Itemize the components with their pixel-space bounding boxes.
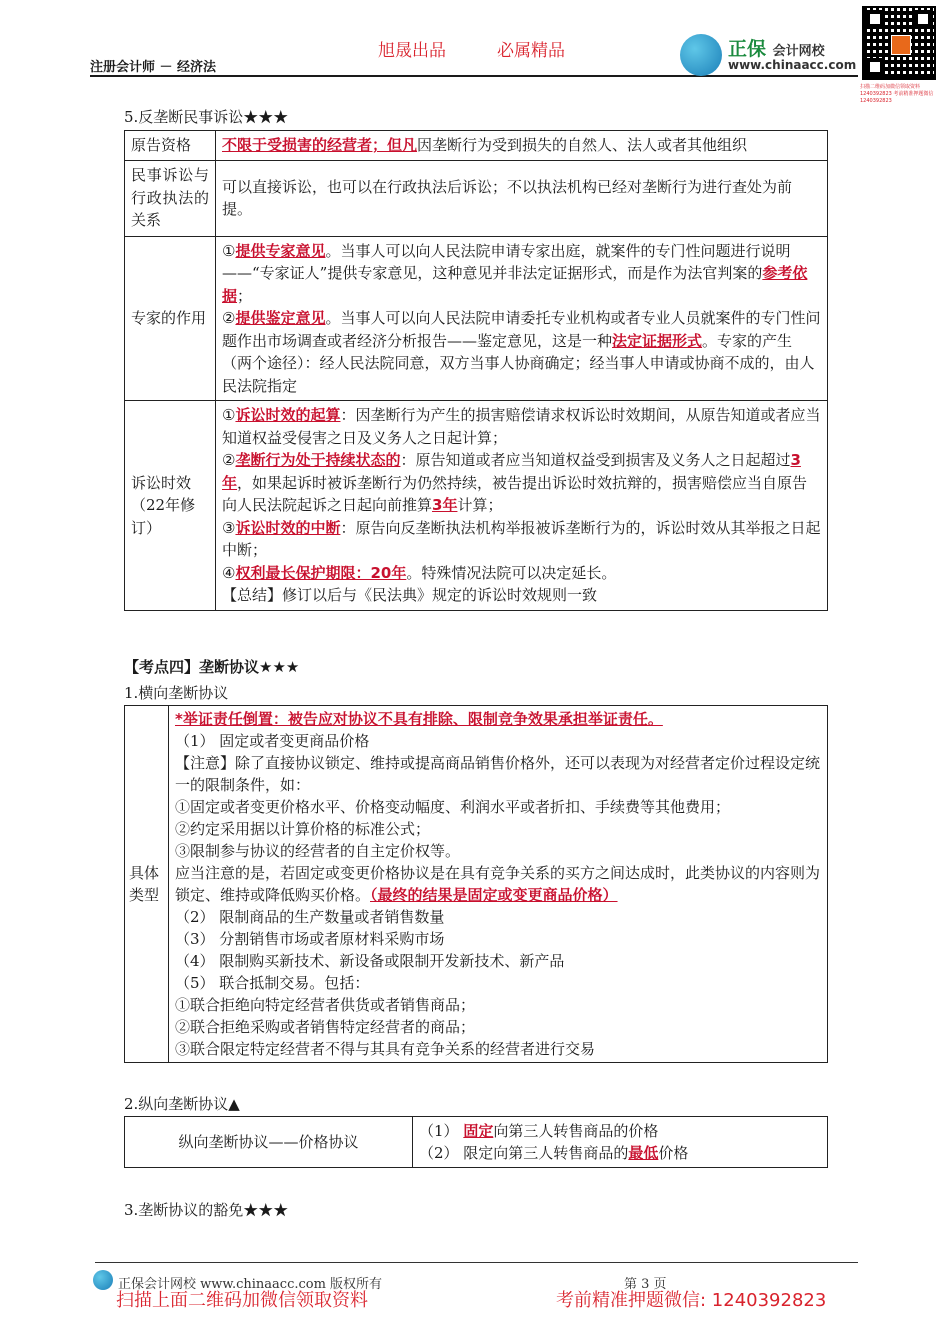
list-item: ③限制参与协议的经营者的自主定价权等。	[175, 842, 461, 860]
row-label: 纵向垄断协议——价格协议	[125, 1117, 413, 1168]
list-item: （2） 限制商品的生产数量或者销售数量	[175, 908, 445, 926]
row-label: 民事诉讼与行政执法的关系	[125, 160, 216, 236]
list-item: （1） 固定或者变更商品价格	[175, 732, 370, 750]
list-item: （4） 限制购买新技术、新设备或限制开发新技术、新产品	[175, 952, 565, 970]
footer-brand: 正保会计网校 www.chinaacc.com 版权所有	[118, 1277, 383, 1292]
qr-note: 扫描二维码加微信领取资料 1240392823 考前精准押题微信 1240392823	[860, 84, 934, 104]
logo-url: www.chinaacc.com	[728, 58, 857, 72]
vertical-agreement-table	[124, 1116, 828, 1168]
table-row	[125, 160, 828, 236]
row-label: 专家的作用	[125, 236, 216, 401]
qr-code-icon	[862, 6, 936, 80]
civil-litigation-table	[124, 130, 828, 611]
logo-name: 正保 会计网校	[728, 38, 825, 60]
page-number: 第 3 页	[624, 1277, 667, 1292]
row-content: 不限于受损害的经营者；但凡因垄断行为受到损失的自然人、法人或者其他组织	[216, 131, 828, 161]
row-content: *举证责任倒置：被告应对协议不具有排除、限制竞争效果承担举证责任。 （1） 固定或者变更商品价格 【注意】除了直接协议锁定、维持或提高商品销售价格外，还可以表现为对经营者定价过程设定统一的限制条件，如： ①固定或者变更价格水平、价格变动幅度、利润水平或者折扣、手续费等其他费用； ②约定采用据以计算价格的标准公式； ③限制参与协议的经营者的自主定价权等。 应当注意的是，若固定或变更价格协议是在具有竞争关系的买方之间达成时，此类协议的内容则为锁定、维持或降低购买价格。（最终的结果是固定或变更商品价格） （2） 限制商品的生产数量或者销售数量 （3） 分割销售市场或者原材料采购市场 （4） 限制购买新技术、新设备或限制开发新技术、新产品 （5） 联合抵制交易。包括： ①联合拒绝向特定经营者供货或者销售商品； ②联合拒绝采购或者销售特定经营者的商品； ③联合限定特定经营者不得与其具有竞争关系的经营者进行交易	[169, 706, 828, 1063]
burden-of-proof-note: *举证责任倒置：被告应对协议不具有排除、限制竞争效果承担举证责任。	[175, 710, 663, 728]
list-item: 应当注意的是，若固定或变更价格协议是在具有竞争关系的买方之间达成时，此类协议的内容则为锁定、维持或降低购买价格。	[175, 864, 821, 904]
row-content: 可以直接诉讼，也可以在行政执法后诉讼；不以执法机构已经对垄断行为进行查处为前提。	[216, 160, 828, 236]
footer-promo-right: 考前精准押题微信: 1240392823	[556, 1290, 827, 1311]
table-row	[125, 131, 828, 161]
list-item: ①固定或者变更价格水平、价格变动幅度、利润水平或者折扣、手续费等其他费用；	[175, 798, 731, 816]
table-row	[125, 706, 828, 1063]
table-row	[125, 1117, 828, 1168]
header-rule	[90, 75, 858, 77]
slogan-left: 旭晟出品	[378, 41, 446, 61]
horizontal-agreement-title: 1.横向垄断协议	[124, 684, 229, 702]
list-item: （5） 联合抵制交易。包括：	[175, 974, 370, 992]
list-item: （3） 分割销售市场或者原材料采购市场	[175, 930, 445, 948]
chinaacc-logo-icon	[680, 34, 722, 76]
row-label: 具体类型	[125, 706, 169, 1063]
chinaacc-footer-logo-icon	[93, 1270, 113, 1290]
row-content: （1） 固定向第三人转售商品的价格 （2） 限定向第三人转售商品的最低价格	[413, 1117, 828, 1168]
row-content: ①提供专家意见。当事人可以向人民法院申请专家出庭，就案件的专门性问题进行说明——“专家证人”提供专家意见，这种意见并非法定证据形式，而是作为法官判案的参考依据； ②提供鉴定意见。当事人可以向人民法院申请委托专业机构或者专业人员就案件的专门性问题作出市场调查或者经济分析报告——鉴定意见，这是一种法定证据形式。专家的产生（两个途径）：经人民法院同意，双方当事人协商确定；经当事人申请或协商不成的，由人民法院指定	[216, 236, 828, 401]
section-5-title: 5.反垄断民事诉讼★★★	[124, 108, 289, 126]
list-item: ②联合拒绝采购或者销售特定经营者的商品；	[175, 1018, 476, 1036]
footer-promo-left: 扫描上面二维码加微信领取资料	[116, 1290, 368, 1311]
table-row	[125, 401, 828, 611]
slogan-right: 必属精品	[497, 41, 565, 61]
row-label: 诉讼时效（22年修订）	[125, 401, 216, 611]
footer-rule	[95, 1262, 858, 1263]
vertical-agreement-title: 2.纵向垄断协议▲	[124, 1095, 240, 1113]
list-item: ③联合限定特定经营者不得与其具有竞争关系的经营者进行交易	[175, 1040, 596, 1058]
course-title: 注册会计师 － 经济法	[90, 60, 217, 75]
row-content: ①诉讼时效的起算：因垄断行为产生的损害赔偿请求权诉讼时效期间，从原告知道或者应当知道权益受侵害之日及义务人之日起计算； ②垄断行为处于持续状态的：原告知道或者应当知道权益受到损害及义务人之日起超过3年，如果起诉时被诉垄断行为仍然持续，被告提出诉讼时效抗辩的，损害赔偿应当自原告向人民法院起诉之日起向前推算3年计算； ③诉讼时效的中断：原告向反垄断执法机构举报被诉垄断行为的，诉讼时效从其举报之日起中断； ④权利最长保护期限：20年。特殊情况法院可以决定延长。 【总结】修订以后与《民法典》规定的诉讼时效规则一致	[216, 401, 828, 611]
horizontal-agreement-table	[124, 705, 828, 1063]
table-row	[125, 236, 828, 401]
point-4-title: 【考点四】垄断协议★★★	[124, 658, 300, 676]
list-item: 【注意】除了直接协议锁定、维持或提高商品销售价格外，还可以表现为对经营者定价过程设定统一的限制条件，如：	[175, 754, 821, 794]
list-item: ②约定采用据以计算价格的标准公式；	[175, 820, 431, 838]
exemption-title: 3.垄断协议的豁免★★★	[124, 1201, 289, 1219]
row-label: 原告资格	[125, 131, 216, 161]
list-item: ①联合拒绝向特定经营者供货或者销售商品；	[175, 996, 476, 1014]
